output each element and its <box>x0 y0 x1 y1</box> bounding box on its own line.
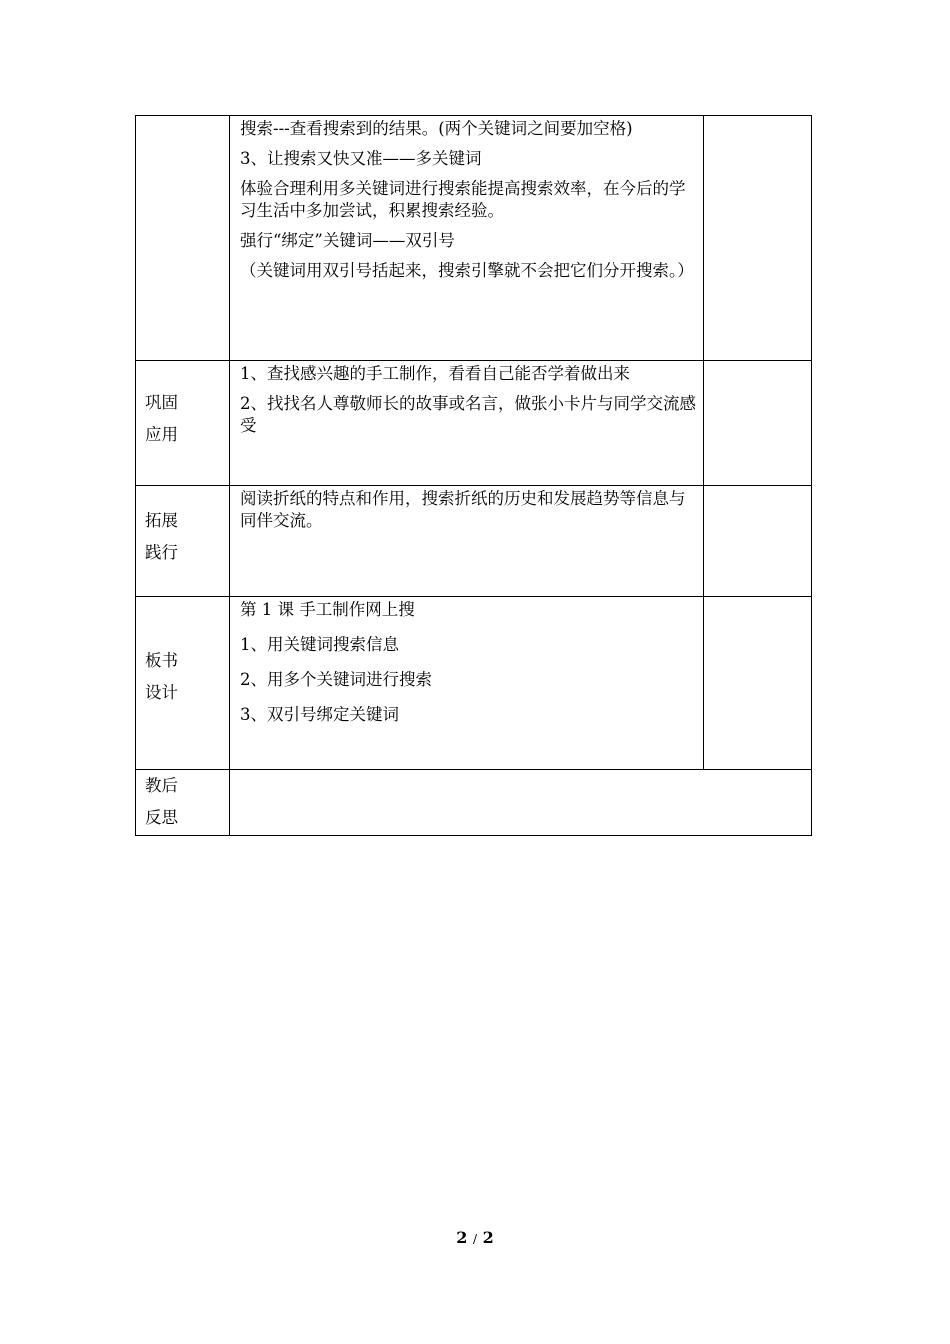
content-line: （关键词用双引号括起来，搜索引擎就不会把它们分开搜索。） <box>240 261 694 280</box>
content-line: 搜索---查看搜索到的结果。(两个关键词之间要加空格) <box>240 119 633 138</box>
page-total: 2 <box>482 1228 494 1247</box>
row-label: 教后 <box>145 776 178 795</box>
content-line: 3、让搜索又快又准——多关键词 <box>240 149 482 168</box>
table-row-blackboard <box>136 597 812 770</box>
content-line: 第 1 课 手工制作网上搜 <box>240 600 415 619</box>
row-note-cell <box>704 116 812 361</box>
row-label: 板书 <box>145 651 178 670</box>
row-label-cell <box>136 116 230 361</box>
row-label: 设计 <box>145 683 178 702</box>
page-current: 2 <box>456 1228 468 1247</box>
table-row-reflection <box>136 770 812 836</box>
row-label-cell <box>136 597 230 770</box>
reflection-content-cell <box>230 770 812 836</box>
table-row-search-continued <box>136 116 812 361</box>
page-separator: / <box>472 1232 478 1246</box>
row-label-cell <box>136 770 230 836</box>
content-line: 3、双引号绑定关键词 <box>240 705 399 724</box>
content-line: 体验合理利用多关键词进行搜索能提高搜索效率，在今后的学习生活中多加尝试，积累搜索经验。 <box>240 179 686 220</box>
content-line: 阅读折纸的特点和作用，搜索折纸的历史和发展趋势等信息与同伴交流。 <box>240 489 686 530</box>
row-label-cell <box>136 361 230 486</box>
row-label: 巩固 <box>145 393 178 412</box>
content-line: 2、用多个关键词进行搜索 <box>240 670 432 689</box>
row-content-cell <box>230 486 704 597</box>
row-label: 拓展 <box>145 511 178 530</box>
lesson-plan-table <box>135 115 812 836</box>
content-line: 强行“绑定”关键词——双引号 <box>240 231 455 250</box>
row-label: 应用 <box>145 425 178 444</box>
row-note-cell <box>704 597 812 770</box>
row-content-cell <box>230 361 704 486</box>
row-label: 反思 <box>145 808 178 827</box>
content-line: 2、找找名人尊敬师长的故事或名言，做张小卡片与同学交流感受 <box>240 394 696 435</box>
content-line: 1、查找感兴趣的手工制作，看看自己能否学着做出来 <box>240 364 630 383</box>
row-label-cell <box>136 486 230 597</box>
content-line: 1、用关键词搜索信息 <box>240 635 399 654</box>
row-note-cell <box>704 486 812 597</box>
page-number <box>0 1228 950 1247</box>
row-label: 践行 <box>145 543 178 562</box>
row-content-cell <box>230 116 704 361</box>
table-row-extension <box>136 486 812 597</box>
row-content-cell <box>230 597 704 770</box>
table-row-consolidate <box>136 361 812 486</box>
row-note-cell <box>704 361 812 486</box>
